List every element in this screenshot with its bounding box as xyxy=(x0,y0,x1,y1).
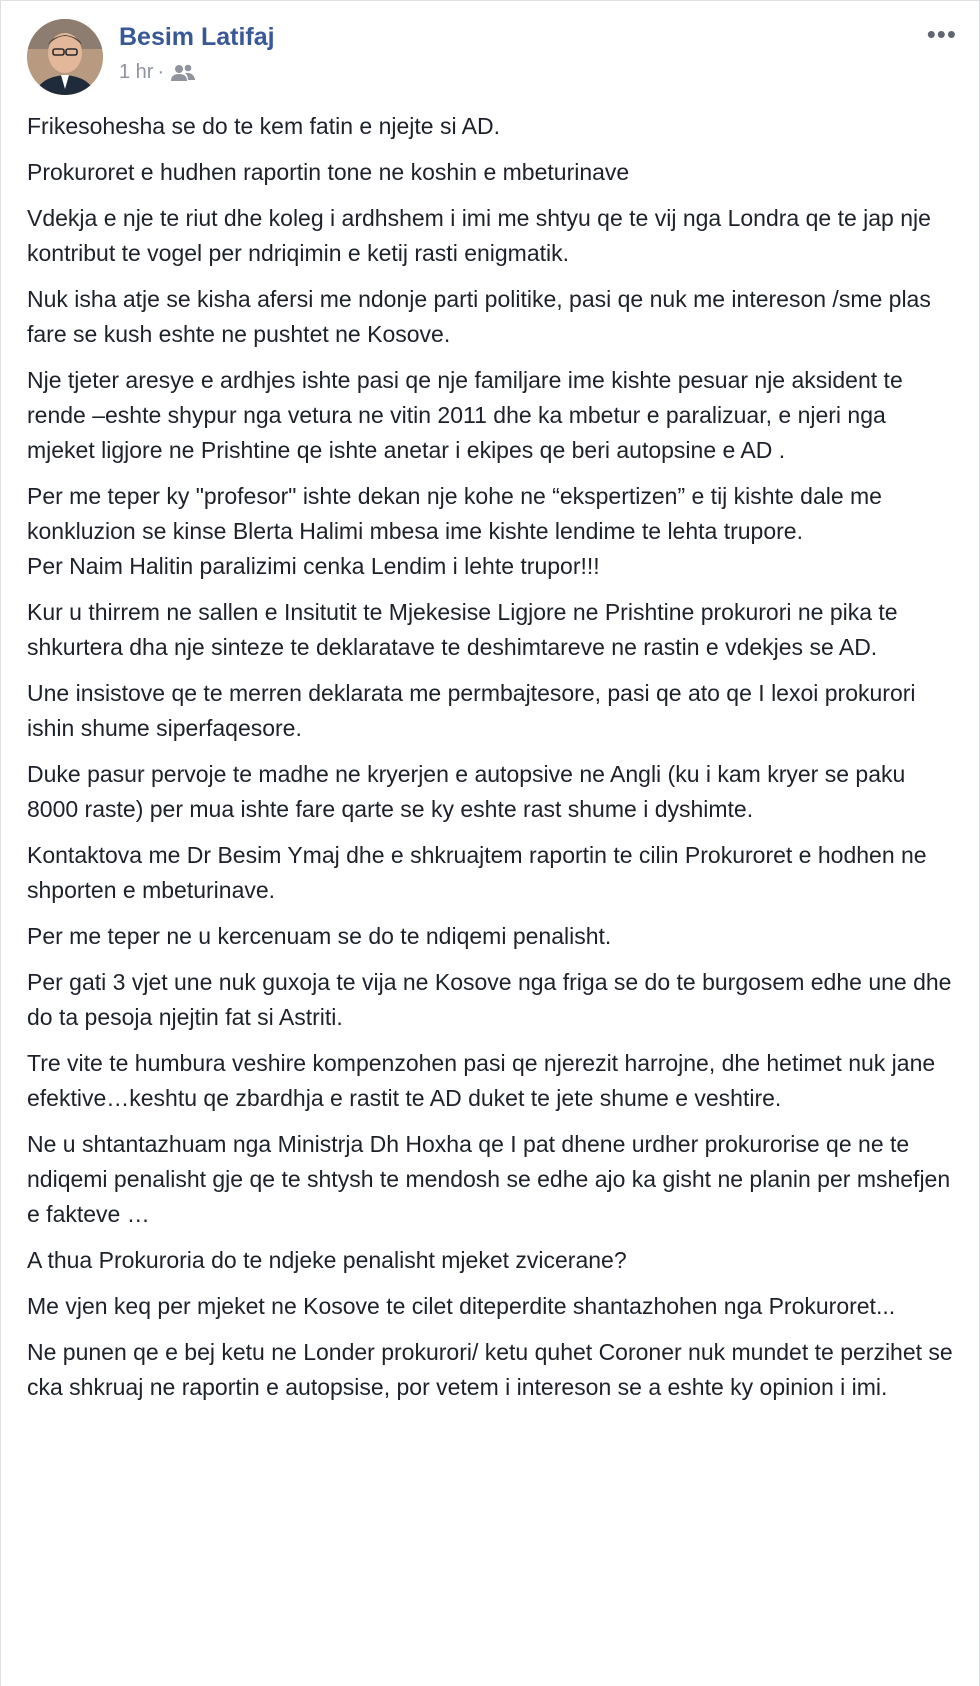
post-paragraph: Per me teper ne u kercenuam se do te ndiqemi penalisht. xyxy=(27,923,612,949)
post-paragraph: Per gati 3 vjet une nuk guxoja te vija ne Kosove nga friga se do te burgosem edhe une dhe do ta pesoja njejtin fat si Astriti. xyxy=(27,969,952,1030)
post-paragraph: Une insistove qe te merren deklarata me permbajtesore, pasi qe ato qe I lexoi prokurori ishin shume siperfaqesore. xyxy=(27,680,916,741)
post-timestamp[interactable]: 1 hr xyxy=(119,61,154,83)
post-paragraph: Frikesohesha se do te kem fatin e njejte si AD. xyxy=(27,113,501,139)
author-avatar[interactable] xyxy=(27,19,103,95)
post-paragraph: Kontaktova me Dr Besim Ymaj dhe e shkruajtem raportin te cilin Prokuroret e hodhen ne shporten e mbeturinave. xyxy=(27,842,927,903)
avatar-photo xyxy=(27,19,103,95)
post-header xyxy=(1,1,979,101)
post-paragraph: Tre vite te humbura veshire kompenzohen pasi qe njerezit harrojne, dhe hetimet nuk jane efektive…keshtu qe zbardhja e rastit te AD duket te jete shume e veshtire. xyxy=(27,1050,936,1111)
post-paragraph: Kur u thirrem ne sallen e Insitutit te Mjekesise Ligjore ne Prishtine prokurori ne pika te shkurtera dha nje sinteze te deklaratave te deshimtareve ne rastin e vdekjes se AD. xyxy=(27,599,898,660)
post-paragraph: Me vjen keq per mjeket ne Kosove te cilet diteperdite shantazhohen nga Prokuroret... xyxy=(27,1293,896,1319)
more-options-icon[interactable]: ••• xyxy=(926,19,957,49)
author-name[interactable]: Besim Latifaj xyxy=(119,23,275,51)
post-paragraph: Nuk isha atje se kisha afersi me ndonje parti politike, pasi qe nuk me intereson /sme plas fare se kush eshte ne pushtet ne Kosove. xyxy=(27,286,931,347)
post-paragraph: Vdekja e nje te riut dhe koleg i ardhshem i imi me shtyu qe te vij nga Londra qe te jap nje kontribut te vogel per ndriqimin e ketij rasti enigmatik. xyxy=(27,205,931,266)
post-paragraph: Ne punen qe e bej ketu ne Londer prokurori/ ketu quhet Coroner nuk mundet te perzihet se cka shkruaj ne raportin e autopsise, por vetem i intereson se a eshte ky opinion i imi. xyxy=(27,1339,953,1400)
post-paragraph: Ne u shtantazhuam nga Ministrja Dh Hoxha qe I pat dhene urdher prokurorise qe ne te ndiqemi penalisht gje qe te shtysh te mendosh se edhe ajo ka gisht ne planin per mshefjen e fakteve … xyxy=(27,1131,951,1227)
post-paragraph: Per me teper ky "profesor" ishte dekan nje kohe ne “ekspertizen” e tij kishte dale me konkluzion se kinse Blerta Halimi mbesa ime kishte lendime te lehta trupore. Per Naim Halitin paralizimi cenka Lendim i lehte trupor!!! xyxy=(27,483,882,579)
meta-separator: · xyxy=(157,61,165,83)
post-paragraph: Duke pasur pervoje te madhe ne kryerjen e autopsive ne Angli (ku i kam kryer se paku 8000 raste) per mua ishte fare qarte se ky eshte rast shume i dyshimte. xyxy=(27,761,906,822)
friends-icon[interactable] xyxy=(170,63,196,83)
post-body xyxy=(27,109,957,1416)
post-paragraph: Nje tjeter aresye e ardhjes ishte pasi qe nje familjare ime kishte pesuar nje aksident te rende –eshte shypur nga vetura ne vitin 2011 dhe ka mbetur e paralizuar, e njeri nga mjeket ligjore ne Prishtine qe ishte anetar i ekipes qe beri autopsine e AD . xyxy=(27,367,903,463)
post-paragraph: Prokuroret e hudhen raportin tone ne koshin e mbeturinave xyxy=(27,159,630,185)
post-meta xyxy=(119,61,196,84)
post-paragraph: A thua Prokuroria do te ndjeke penalisht mjeket zvicerane? xyxy=(27,1247,627,1273)
